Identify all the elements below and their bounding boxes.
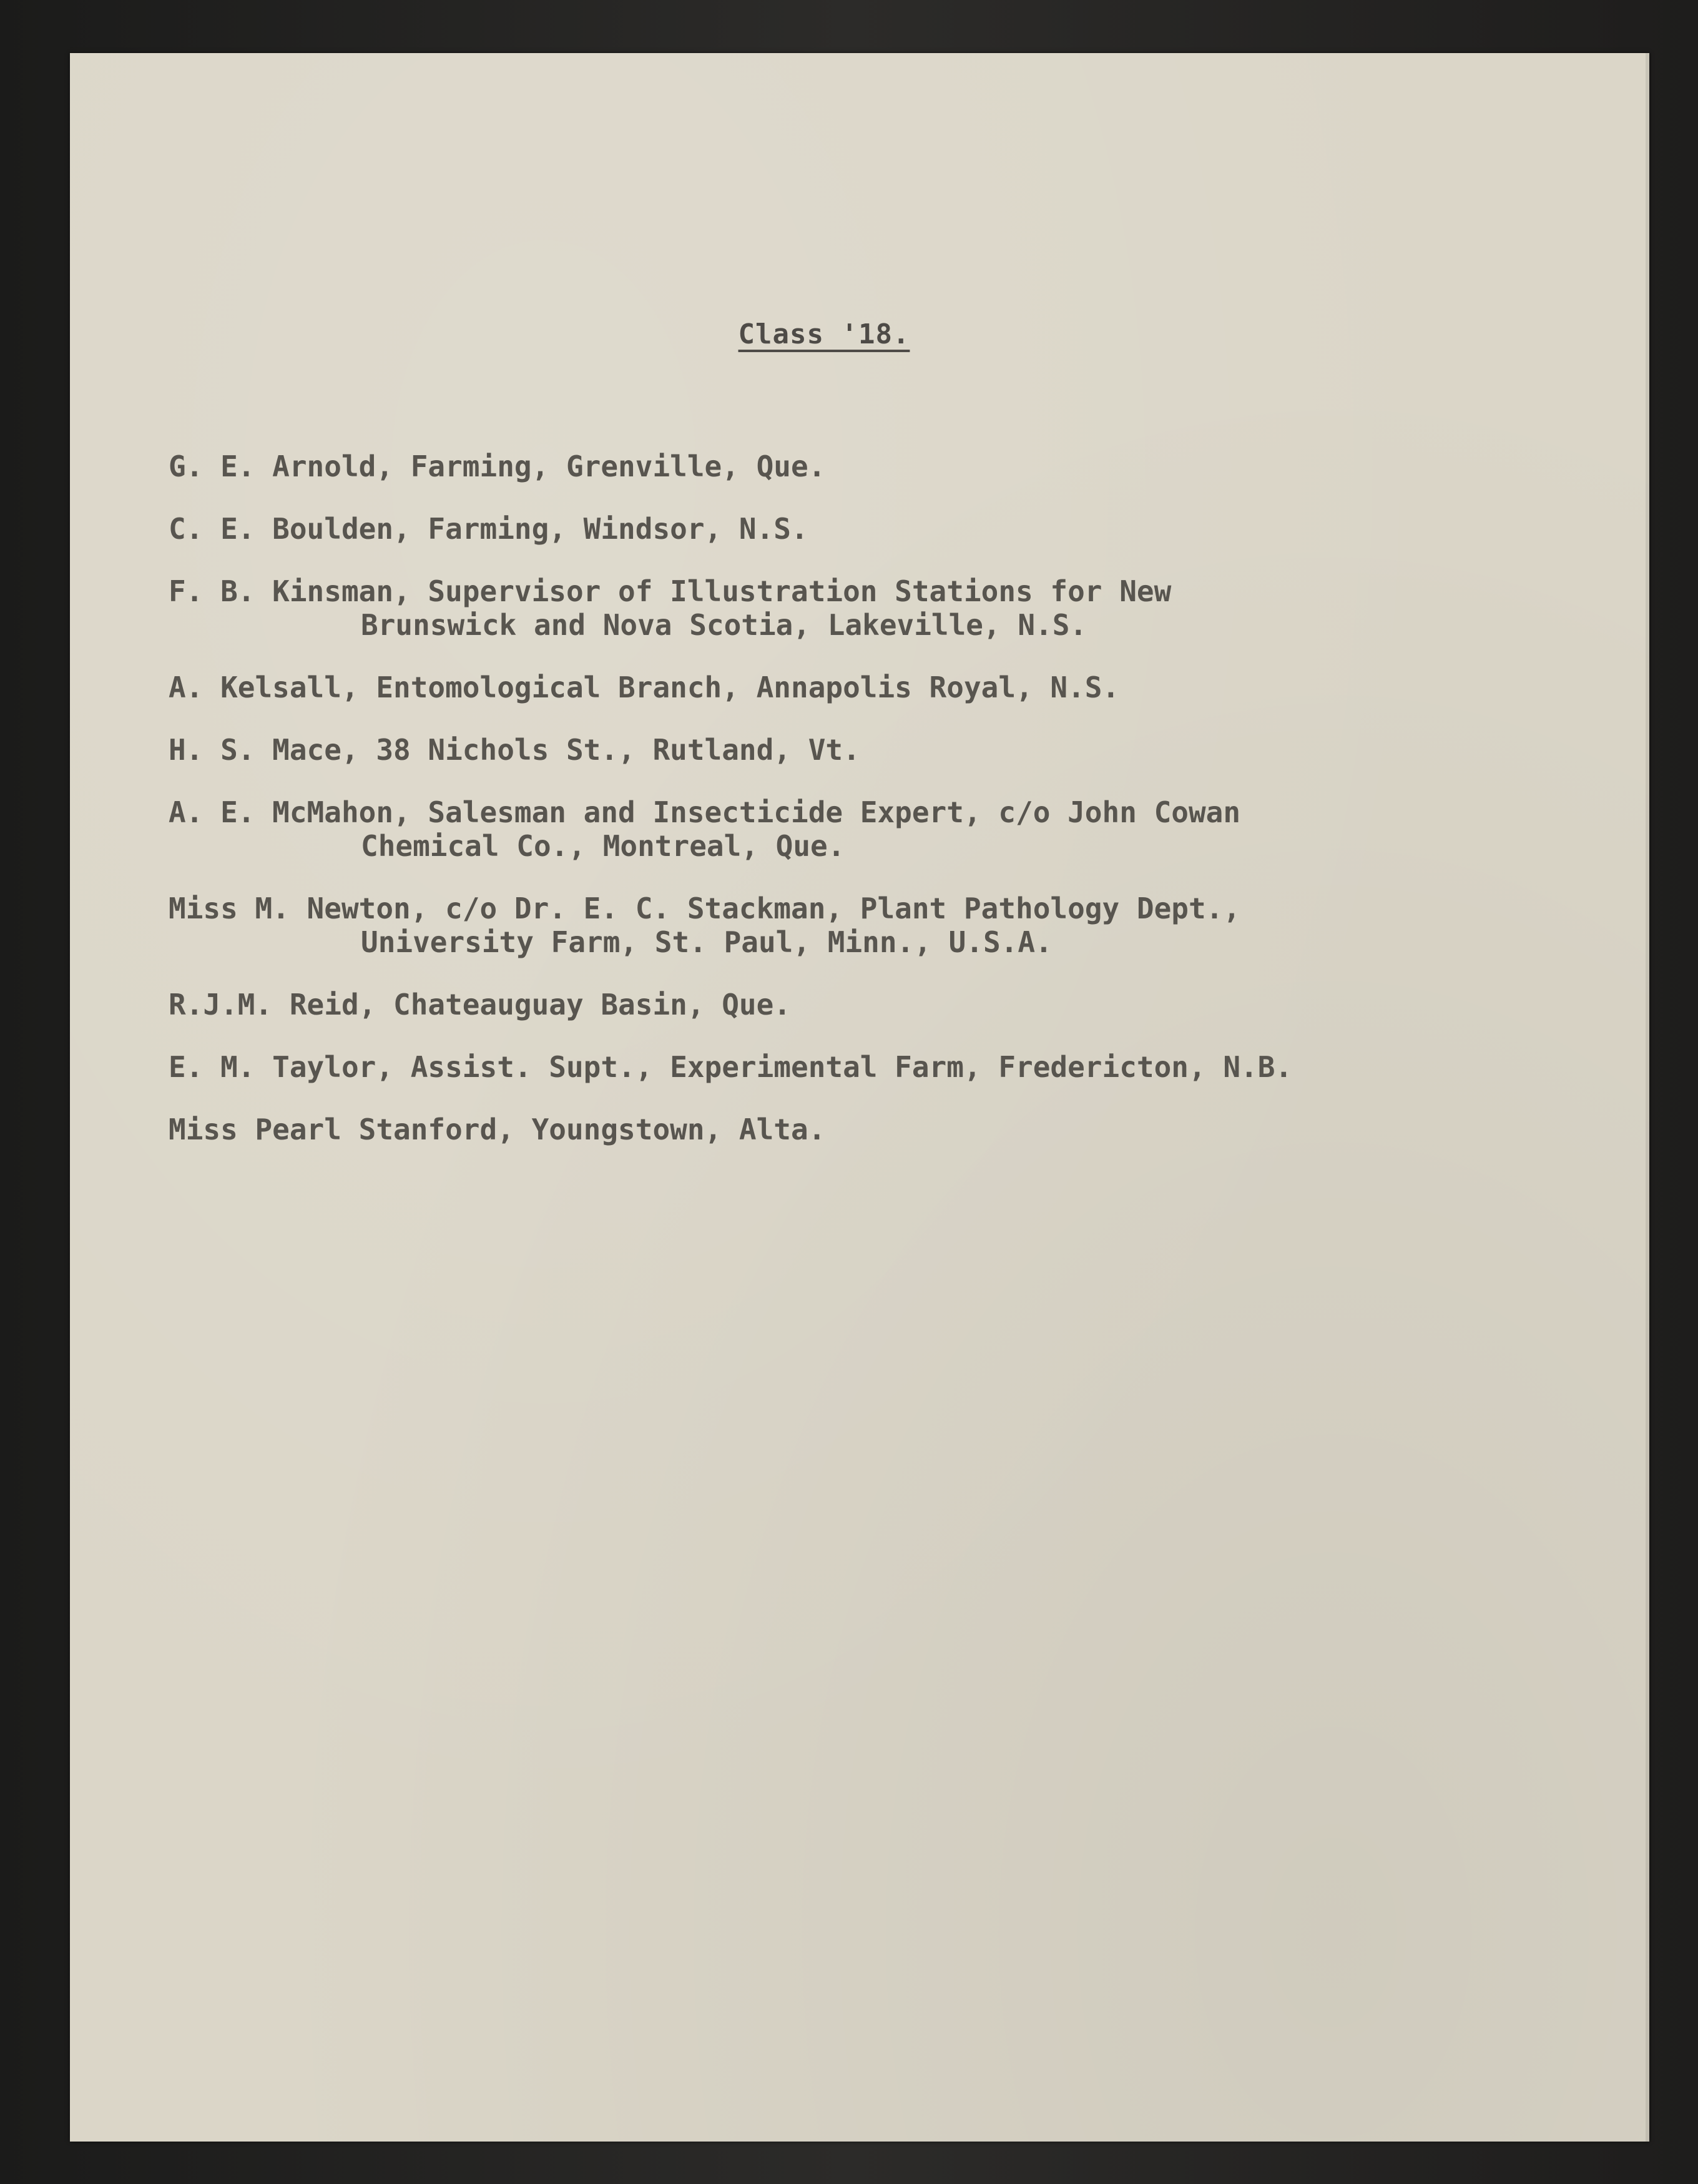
list-item (169, 450, 1542, 483)
entry-line: A. E. McMahon, Salesman and Insecticide Expert, c/o John Cowan (169, 795, 1241, 829)
list-item (169, 671, 1542, 704)
entry-line: Miss M. Newton, c/o Dr. E. C. Stackman, Plant Pathology Dept., (169, 892, 1241, 925)
list-item (169, 892, 1542, 959)
list-item (169, 1113, 1542, 1146)
list-item (169, 733, 1542, 767)
entry-line-continued: University Farm, St. Paul, Minn., U.S.A. (361, 925, 1053, 959)
list-item (169, 574, 1542, 642)
list-item (169, 988, 1542, 1021)
entry-line: R.J.M. Reid, Chateauguay Basin, Que. (169, 988, 791, 1021)
alumni-list (169, 450, 1542, 1175)
entry-line: G. E. Arnold, Farming, Grenville, Que. (169, 450, 826, 483)
entry-line: F. B. Kinsman, Supervisor of Illustration Stations for New (169, 574, 1172, 608)
paper-edge (1646, 53, 1649, 2142)
entry-line-continued: Brunswick and Nova Scotia, Lakeville, N.S. (361, 608, 1087, 642)
list-item (169, 795, 1542, 863)
list-item (169, 1050, 1542, 1084)
entry-line-continued: Chemical Co., Montreal, Que. (361, 829, 845, 863)
entry-line: E. M. Taylor, Assist. Supt., Experimental Farm, Fredericton, N.B. (169, 1050, 1293, 1084)
entry-line: A. Kelsall, Entomological Branch, Annapolis Royal, N.S. (169, 671, 1120, 704)
entry-line: C. E. Boulden, Farming, Windsor, N.S. (169, 512, 808, 546)
list-item (169, 512, 1542, 546)
entry-line: H. S. Mace, 38 Nichols St., Rutland, Vt. (169, 733, 860, 767)
entry-line: Miss Pearl Stanford, Youngstown, Alta. (169, 1113, 826, 1146)
page-title: Class '18. (738, 318, 910, 350)
